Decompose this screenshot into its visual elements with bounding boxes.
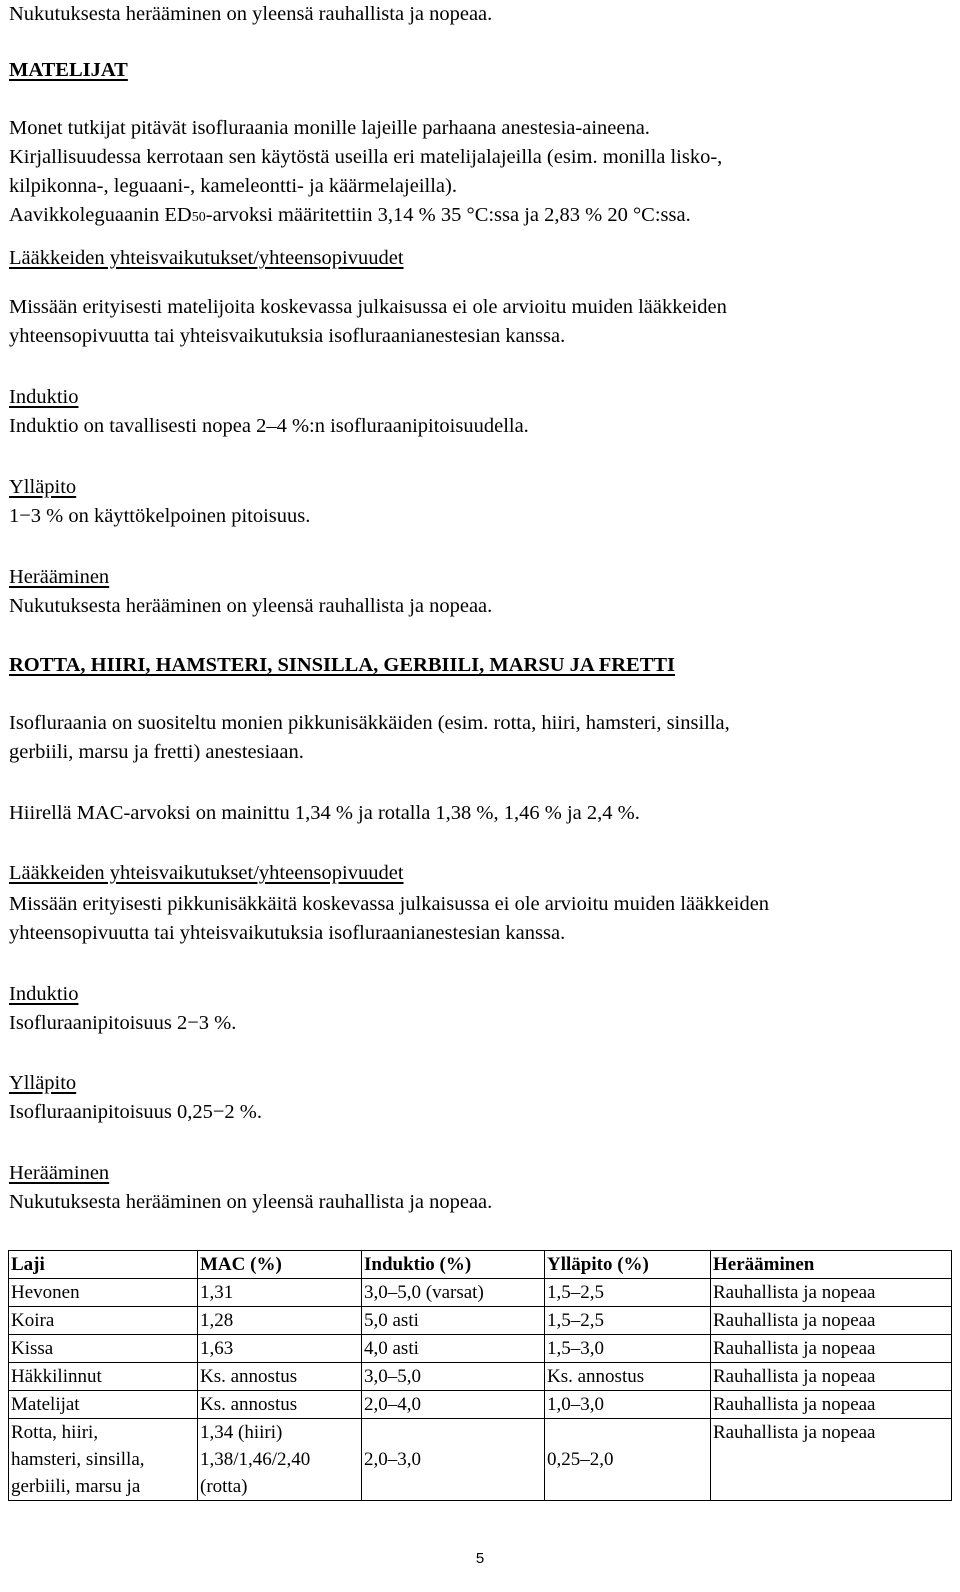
table-cell: 3,0–5,0 (varsat) bbox=[362, 1279, 545, 1307]
paragraph-line-ed50: Aavikkoleguaanin ED50-arvoksi määritettiin 3,14 % 35 °C:ssa ja 2,83 % 20 °C:ssa. bbox=[9, 204, 691, 226]
table-cell-multiline bbox=[9, 1419, 198, 1501]
paragraph-line: Nukutuksesta herääminen on yleensä rauhallista ja nopeaa. bbox=[9, 1191, 493, 1213]
subheading-recovery: Herääminen bbox=[9, 566, 110, 588]
table-cell: Häkkilinnut bbox=[9, 1363, 198, 1391]
table-cell: Hevonen bbox=[9, 1279, 198, 1307]
paragraph-line: Kirjallisuudessa kerrotaan sen käytöstä useilla eri matelijalajeilla (esim. monilla lisko-, bbox=[9, 146, 723, 168]
table-cell: Koira bbox=[9, 1307, 198, 1335]
table-row-small-mammals bbox=[9, 1419, 952, 1501]
table-cell: Matelijat bbox=[9, 1391, 198, 1419]
paragraph-line: yhteensopivuutta tai yhteisvaikutuksia isofluraanianestesian kanssa. bbox=[9, 325, 566, 347]
header-induction: Induktio (%) bbox=[362, 1251, 545, 1279]
section-heading-reptiles: MATELIJAT bbox=[9, 59, 128, 81]
recovery-text-top: Nukutuksesta herääminen on yleensä rauhallista ja nopeaa. bbox=[9, 3, 493, 25]
table-cell: 2,0–3,0 bbox=[362, 1419, 545, 1501]
header-species: Laji bbox=[9, 1251, 198, 1279]
table-row bbox=[9, 1391, 952, 1419]
table-row bbox=[9, 1307, 952, 1335]
table-cell: 1,5–2,5 bbox=[545, 1279, 711, 1307]
table-cell: 1,5–2,5 bbox=[545, 1307, 711, 1335]
cell-line: (rotta) bbox=[200, 1476, 248, 1497]
table-cell: Kissa bbox=[9, 1335, 198, 1363]
table-cell: Rauhallista ja nopeaa bbox=[711, 1419, 952, 1501]
table-cell: Rauhallista ja nopeaa bbox=[711, 1307, 952, 1335]
table-cell-multiline bbox=[198, 1419, 362, 1501]
table-header-row bbox=[9, 1251, 952, 1279]
table-cell: Rauhallista ja nopeaa bbox=[711, 1391, 952, 1419]
cell-line: Rotta, hiiri, bbox=[11, 1422, 99, 1443]
table-cell: 0,25–2,0 bbox=[545, 1419, 711, 1501]
table-row bbox=[9, 1279, 952, 1307]
table-cell: Ks. annostus bbox=[198, 1363, 362, 1391]
cell-line: gerbiili, marsu ja bbox=[11, 1476, 141, 1497]
subheading-recovery-2: Herääminen bbox=[9, 1162, 110, 1184]
subheading-induction-2: Induktio bbox=[9, 983, 79, 1005]
paragraph-line: kilpikonna-, leguaani-, kameleontti- ja käärmelajeilla). bbox=[9, 175, 457, 197]
subheading-interactions: Lääkkeiden yhteisvaikutukset/yhteensopivuudet bbox=[9, 247, 404, 269]
paragraph-line: 1−3 % on käyttökelpoinen pitoisuus. bbox=[9, 505, 311, 527]
section-heading-small-mammals: ROTTA, HIIRI, HAMSTERI, SINSILLA, GERBIILI, MARSU JA FRETTI bbox=[9, 654, 676, 676]
cell-line: 1,38/1,46/2,40 bbox=[200, 1449, 311, 1470]
paragraph-line: yhteensopivuutta tai yhteisvaikutuksia isofluraanianestesian kanssa. bbox=[9, 922, 566, 944]
paragraph-line: Missään erityisesti pikkunisäkkäitä koskevassa julkaisussa ei ole arvioitu muiden lääkkeiden bbox=[9, 893, 770, 915]
paragraph-line: Isofluraania on suositeltu monien pikkunisäkkäiden (esim. rotta, hiiri, hamsteri, sinsilla, bbox=[9, 712, 730, 734]
subheading-maintenance-2: Ylläpito bbox=[9, 1072, 77, 1094]
table-cell: Ks. annostus bbox=[198, 1391, 362, 1419]
table-cell: 2,0–4,0 bbox=[362, 1391, 545, 1419]
paragraph-line: gerbiili, marsu ja fretti) anestesiaan. bbox=[9, 741, 304, 763]
table-cell: 1,5–3,0 bbox=[545, 1335, 711, 1363]
table-row bbox=[9, 1363, 952, 1391]
table-row bbox=[9, 1335, 952, 1363]
cell-line: hamsteri, sinsilla, bbox=[11, 1449, 145, 1470]
header-mac: MAC (%) bbox=[198, 1251, 362, 1279]
dosage-table bbox=[8, 1250, 952, 1501]
table-cell: Rauhallista ja nopeaa bbox=[711, 1335, 952, 1363]
table-cell: 1,63 bbox=[198, 1335, 362, 1363]
subheading-induction: Induktio bbox=[9, 386, 79, 408]
table-cell: Ks. annostus bbox=[545, 1363, 711, 1391]
subheading-interactions-2: Lääkkeiden yhteisvaikutukset/yhteensopivuudet bbox=[9, 862, 404, 884]
paragraph-line: Nukutuksesta herääminen on yleensä rauhallista ja nopeaa. bbox=[9, 595, 493, 617]
paragraph-line-mac: Hiirellä MAC-arvoksi on mainittu 1,34 % ja rotalla 1,38 %, 1,46 % ja 2,4 %. bbox=[9, 802, 640, 824]
subscript-50: 50 bbox=[191, 210, 206, 225]
table-cell: 3,0–5,0 bbox=[362, 1363, 545, 1391]
table-cell: 5,0 asti bbox=[362, 1307, 545, 1335]
table-cell: Rauhallista ja nopeaa bbox=[711, 1363, 952, 1391]
paragraph-line: Monet tutkijat pitävät isofluraania monille lajeille parhaana anestesia-aineena. bbox=[9, 117, 650, 139]
table-cell: 1,28 bbox=[198, 1307, 362, 1335]
subheading-maintenance: Ylläpito bbox=[9, 476, 77, 498]
table-cell: 1,0–3,0 bbox=[545, 1391, 711, 1419]
paragraph-line: Induktio on tavallisesti nopea 2–4 %:n isofluraanipitoisuudella. bbox=[9, 415, 529, 437]
paragraph-line: Isofluraanipitoisuus 2−3 %. bbox=[9, 1012, 237, 1034]
table-cell: Rauhallista ja nopeaa bbox=[711, 1279, 952, 1307]
paragraph-line: Missään erityisesti matelijoita koskevassa julkaisussa ei ole arvioitu muiden lääkkeiden bbox=[9, 296, 727, 318]
cell-line: 1,34 (hiiri) bbox=[200, 1422, 283, 1443]
table-cell: 1,31 bbox=[198, 1279, 362, 1307]
table-cell: 4,0 asti bbox=[362, 1335, 545, 1363]
header-recovery: Herääminen bbox=[711, 1251, 952, 1279]
header-maintenance: Ylläpito (%) bbox=[545, 1251, 711, 1279]
paragraph-line: Isofluraanipitoisuus 0,25−2 %. bbox=[9, 1101, 262, 1123]
page-number: 5 bbox=[475, 1550, 485, 1567]
